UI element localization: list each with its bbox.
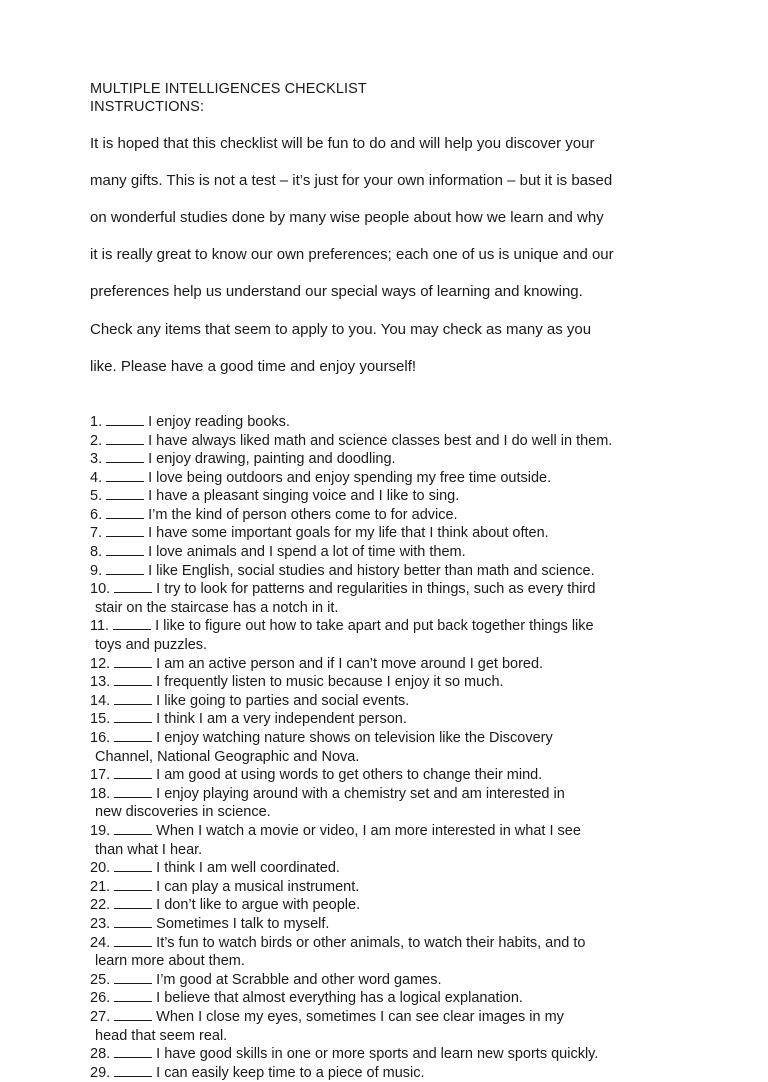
checklist-item	[90, 896, 690, 915]
check-blank[interactable]	[114, 655, 152, 668]
checklist-item	[90, 469, 690, 488]
checklist-item	[90, 971, 690, 990]
item-text: I have a pleasant singing voice and I like to sing.	[148, 488, 460, 505]
item-number: 25.	[90, 971, 111, 988]
item-text-continuation: learn more about them.	[95, 953, 245, 970]
item-number: 7.	[90, 525, 103, 542]
item-text-continuation: than what I hear.	[95, 841, 203, 858]
check-blank[interactable]	[114, 915, 152, 928]
item-text: I think I am well coordinated.	[156, 860, 340, 877]
item-text: I enjoy drawing, painting and doodling.	[148, 451, 396, 468]
instructions-line: like. Please have a good time and enjoy yourself!	[90, 357, 417, 375]
check-blank[interactable]	[114, 1064, 152, 1077]
item-number: 2.	[90, 432, 103, 449]
check-blank[interactable]	[106, 524, 144, 537]
checklist-item	[90, 524, 690, 543]
item-text: I can play a musical instrument.	[156, 878, 360, 895]
item-text: I believe that almost everything has a logical explanation.	[156, 990, 523, 1007]
checklist-item	[90, 915, 690, 934]
item-number: 23.	[90, 915, 111, 932]
instructions-line: preferences help us understand our special ways of learning and knowing.	[90, 283, 583, 301]
checklist-item	[90, 878, 690, 897]
check-blank[interactable]	[114, 673, 152, 686]
check-blank[interactable]	[106, 543, 144, 556]
instructions-line: it is really great to know our own preferences; each one of us is unique and our	[90, 246, 614, 264]
checklist-item	[90, 710, 690, 729]
checklist-item	[90, 655, 690, 674]
check-blank[interactable]	[106, 469, 144, 482]
item-number: 9.	[90, 562, 103, 579]
item-number: 13.	[90, 674, 111, 691]
item-number: 17.	[90, 767, 111, 784]
item-text: I love being outdoors and enjoy spending my free time outside.	[148, 469, 552, 486]
item-number: 10.	[90, 581, 111, 598]
check-blank[interactable]	[114, 692, 152, 705]
item-text: When I watch a movie or video, I am more interested in what I see	[156, 822, 581, 839]
item-number: 27.	[90, 1008, 111, 1025]
check-blank[interactable]	[114, 785, 152, 798]
item-text: I think I am a very independent person.	[156, 711, 407, 728]
checklist-item	[90, 617, 690, 654]
item-text: I can easily keep time to a piece of music.	[156, 1064, 425, 1081]
checklist-item	[90, 1045, 690, 1064]
item-text: I have always liked math and science classes best and I do well in them.	[148, 432, 613, 449]
item-number: 22.	[90, 897, 111, 914]
check-blank[interactable]	[106, 413, 144, 426]
check-blank[interactable]	[114, 1008, 152, 1021]
checklist-item	[90, 580, 690, 617]
checklist-item	[90, 729, 690, 766]
item-text: I like going to parties and social events.	[156, 692, 410, 709]
checklist-item	[90, 692, 690, 711]
item-text-continuation: stair on the staircase has a notch in it.	[95, 599, 339, 616]
item-text: Sometimes I talk to myself.	[156, 915, 330, 932]
instructions-heading: INSTRUCTIONS:	[90, 99, 205, 115]
checklist-item	[90, 543, 690, 562]
checklist-item	[90, 785, 690, 822]
check-blank[interactable]	[114, 710, 152, 723]
checklist-item	[90, 506, 690, 525]
item-text: I enjoy reading books.	[148, 413, 290, 430]
item-text: I am good at using words to get others to change their mind.	[156, 767, 543, 784]
item-text: I have good skills in one or more sports and learn new sports quickly.	[156, 1046, 599, 1063]
check-blank[interactable]	[114, 971, 152, 984]
check-blank[interactable]	[114, 934, 152, 947]
item-text: I enjoy watching nature shows on television like the Discovery	[156, 730, 553, 746]
item-number: 8.	[90, 544, 103, 561]
checklist-item	[90, 450, 690, 469]
item-text: I don’t like to argue with people.	[156, 897, 361, 914]
item-text: I enjoy playing around with a chemistry set and am interested in	[156, 785, 565, 802]
check-blank[interactable]	[106, 432, 144, 445]
checklist-item	[90, 673, 690, 692]
checklist-items	[90, 413, 690, 1082]
item-number: 11.	[90, 618, 110, 635]
checklist-page	[90, 80, 690, 1082]
checklist-item	[90, 934, 690, 971]
item-number: 5.	[90, 488, 103, 505]
item-number: 16.	[90, 730, 111, 746]
checklist-item	[90, 1064, 690, 1082]
item-number: 29.	[90, 1064, 111, 1081]
check-blank[interactable]	[114, 822, 152, 835]
item-number: 26.	[90, 990, 111, 1007]
check-blank[interactable]	[113, 617, 151, 630]
checklist-item	[90, 822, 690, 859]
item-number: 3.	[90, 451, 103, 468]
checklist-item	[90, 413, 690, 432]
check-blank[interactable]	[114, 859, 152, 872]
checklist-item	[90, 487, 690, 506]
item-text: I am an active person and if I can’t move around I get bored.	[156, 655, 544, 672]
item-text: I like English, social studies and history better than math and science.	[148, 562, 595, 579]
check-blank[interactable]	[114, 1045, 152, 1058]
item-text-continuation: head that seem real.	[95, 1027, 228, 1044]
item-number: 1.	[90, 413, 103, 430]
checklist-item	[90, 859, 690, 878]
check-blank[interactable]	[114, 989, 152, 1002]
check-blank[interactable]	[106, 450, 144, 463]
instructions-line: on wonderful studies done by many wise people about how we learn and why	[90, 208, 604, 226]
checklist-item	[90, 989, 690, 1008]
item-number: 21.	[90, 878, 111, 895]
checklist-item	[90, 432, 690, 451]
item-number: 24.	[90, 934, 111, 951]
item-number: 14.	[90, 692, 111, 709]
item-text: I’m good at Scrabble and other word games.	[156, 971, 442, 988]
item-number: 18.	[90, 785, 111, 802]
check-blank[interactable]	[106, 562, 144, 575]
item-text-continuation: toys and puzzles.	[95, 637, 208, 654]
item-number: 19.	[90, 822, 111, 839]
item-number: 20.	[90, 860, 111, 877]
item-text: I’m the kind of person others come to for advice.	[148, 506, 458, 523]
item-number: 6.	[90, 506, 103, 523]
item-text: I love animals and I spend a lot of time with them.	[148, 544, 466, 561]
item-text: I frequently listen to music because I enjoy it so much.	[156, 674, 504, 691]
check-blank[interactable]	[114, 878, 152, 891]
item-text: I try to look for patterns and regularities in things, such as every third	[156, 581, 596, 598]
instructions-line: It is hoped that this checklist will be fun to do and will help you discover your	[90, 134, 595, 152]
item-number: 12.	[90, 655, 111, 672]
check-blank[interactable]	[106, 506, 144, 519]
instructions-line: many gifts. This is not a test – it’s just for your own information – but it is based	[90, 171, 613, 189]
item-text: It’s fun to watch birds or other animals, to watch their habits, and to	[156, 934, 586, 951]
item-text: I like to figure out how to take apart and put back together things like	[155, 618, 594, 635]
check-blank[interactable]	[114, 896, 152, 909]
checklist-item	[90, 1008, 690, 1045]
check-blank[interactable]	[114, 729, 152, 742]
check-blank[interactable]	[114, 580, 152, 593]
check-blank[interactable]	[114, 766, 152, 779]
document-title: MULTIPLE INTELLIGENCES CHECKLIST	[90, 81, 367, 97]
item-text: I have some important goals for my life that I think about often.	[148, 525, 549, 542]
item-number: 4.	[90, 469, 103, 486]
check-blank[interactable]	[106, 487, 144, 500]
item-number: 15.	[90, 711, 111, 728]
item-text-continuation: Channel, National Geographic and Nova.	[95, 748, 360, 765]
item-number: 28.	[90, 1046, 111, 1063]
checklist-item	[90, 562, 690, 581]
checklist-item	[90, 766, 690, 785]
item-text: When I close my eyes, sometimes I can see clear images in my	[156, 1008, 564, 1025]
instructions-line: Check any items that seem to apply to you. You may check as many as you	[90, 320, 592, 338]
item-text-continuation: new discoveries in science.	[95, 804, 271, 821]
instructions-text	[90, 116, 685, 395]
